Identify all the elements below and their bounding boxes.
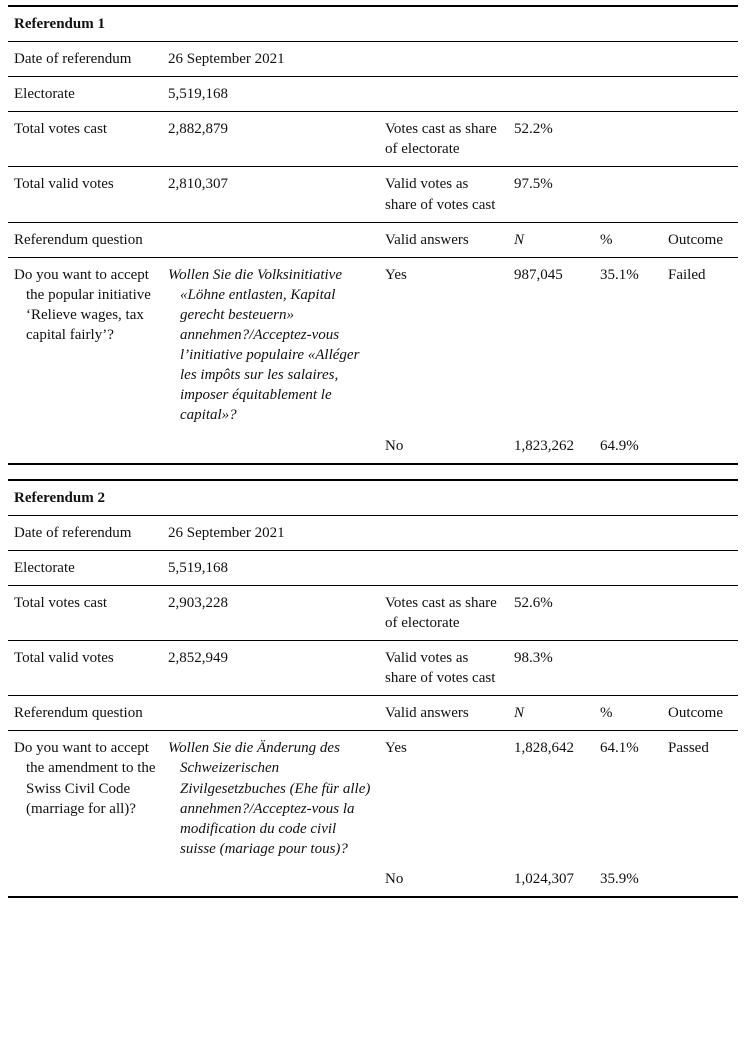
valid-share-value: 97.5% (508, 167, 738, 222)
question-column-header: Referendum question (8, 696, 379, 731)
date-value: 26 September 2021 (162, 42, 738, 77)
electorate-label: Electorate (8, 550, 162, 585)
no-answer-row (8, 863, 738, 897)
empty-cell (162, 430, 379, 464)
referendum-title: Referendum 2 (8, 480, 738, 516)
votes-share-value: 52.2% (508, 112, 738, 167)
referendum-1-table (8, 5, 738, 465)
votes-share-label: Votes cast as share of electorate (379, 585, 508, 640)
referendum-results-document (8, 5, 738, 898)
no-label: No (385, 437, 404, 454)
question-original-text: Wollen Sie die Volksinitiative «Löhne entlasten, Kapital gerecht besteuern» annehmen?/Acceptez-vous l’initiative populaire «Alléger les impôts sur les salaires, imposer équitablement le capital»? (168, 266, 360, 424)
question-original-cell (162, 257, 379, 429)
yes-answer-row (8, 731, 738, 863)
referendum-title: Referendum 1 (8, 6, 738, 42)
outcome-column-header: Outcome (662, 222, 738, 257)
yes-percent: 64.1% (600, 740, 639, 757)
valid-votes-value: 2,810,307 (162, 167, 379, 222)
votes-cast-label: Total votes cast (8, 585, 162, 640)
empty-cell (8, 430, 162, 464)
empty-cell (8, 863, 162, 897)
question-original-cell (162, 731, 379, 863)
date-label: Date of referendum (8, 42, 162, 77)
referendum-2-table (8, 479, 738, 898)
valid-answers-column-header: Valid answers (379, 222, 508, 257)
outcome-value: Failed (668, 266, 706, 283)
electorate-row (8, 77, 738, 112)
votes-share-label: Votes cast as share of electorate (379, 112, 508, 167)
valid-votes-row (8, 167, 738, 222)
valid-share-value: 98.3% (508, 641, 738, 696)
yes-label: Yes (385, 740, 407, 757)
question-english-cell (8, 257, 162, 429)
percent-column-header: % (594, 696, 662, 731)
date-label: Date of referendum (8, 515, 162, 550)
question-english-text: Do you want to accept the popular initiative ‘Relieve wages, tax capital fairly’? (14, 266, 151, 344)
valid-share-label: Valid votes as share of votes cast (379, 641, 508, 696)
valid-votes-value: 2,852,949 (162, 641, 379, 696)
votes-cast-row (8, 585, 738, 640)
date-row (8, 515, 738, 550)
votes-cast-value: 2,903,228 (162, 585, 379, 640)
yes-label: Yes (385, 266, 407, 283)
answers-header-row (8, 222, 738, 257)
yes-count: 1,828,642 (514, 740, 574, 757)
valid-share-label: Valid votes as share of votes cast (379, 167, 508, 222)
yes-percent: 35.1% (600, 266, 639, 283)
valid-votes-label: Total valid votes (8, 641, 162, 696)
question-original-text: Wollen Sie die Änderung des Schweizerischen Zivilgesetzbuches (Ehe für alle) annehmen?/Acceptez-vous la modification du code civil suisse (mariage pour tous)? (168, 740, 371, 857)
empty-cell (162, 863, 379, 897)
no-label: No (385, 870, 404, 887)
votes-cast-row (8, 112, 738, 167)
no-count: 1,823,262 (514, 437, 574, 454)
empty-cell (662, 863, 738, 897)
date-row (8, 42, 738, 77)
outcome-column-header: Outcome (662, 696, 738, 731)
electorate-row (8, 550, 738, 585)
electorate-value: 5,519,168 (162, 77, 738, 112)
electorate-label: Electorate (8, 77, 162, 112)
section-title-row (8, 480, 738, 516)
electorate-value: 5,519,168 (162, 550, 738, 585)
n-column-header: N (508, 696, 594, 731)
question-english-text: Do you want to accept the amendment to the Swiss Civil Code (marriage for all)? (14, 740, 156, 817)
yes-answer-row (8, 257, 738, 429)
no-percent: 64.9% (600, 437, 639, 454)
yes-count: 987,045 (514, 266, 563, 283)
date-value: 26 September 2021 (162, 515, 738, 550)
votes-share-value: 52.6% (508, 585, 738, 640)
section-title-row (8, 6, 738, 42)
valid-answers-column-header: Valid answers (379, 696, 508, 731)
votes-cast-label: Total votes cast (8, 112, 162, 167)
no-count: 1,024,307 (514, 870, 574, 887)
question-english-cell (8, 731, 162, 863)
no-answer-row (8, 430, 738, 464)
answers-header-row (8, 696, 738, 731)
valid-votes-row (8, 641, 738, 696)
no-percent: 35.9% (600, 870, 639, 887)
empty-cell (662, 430, 738, 464)
n-column-header: N (508, 222, 594, 257)
percent-column-header: % (594, 222, 662, 257)
votes-cast-value: 2,882,879 (162, 112, 379, 167)
question-column-header: Referendum question (8, 222, 379, 257)
outcome-value: Passed (668, 740, 709, 757)
valid-votes-label: Total valid votes (8, 167, 162, 222)
